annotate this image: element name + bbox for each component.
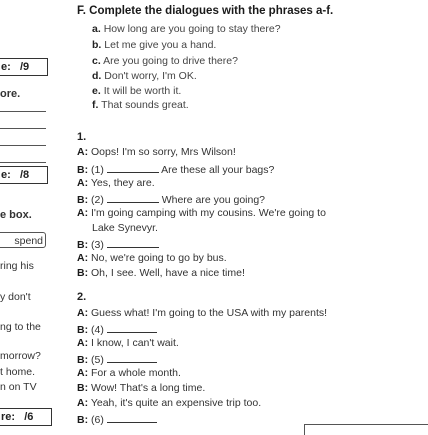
phrase-item	[92, 55, 238, 67]
dialogue-line	[77, 367, 181, 379]
answer-blank[interactable]	[107, 412, 157, 423]
speaker-label: B:	[77, 267, 89, 279]
word-box	[0, 232, 46, 248]
gap-number: (6)	[91, 414, 104, 426]
speaker-label: A:	[77, 367, 89, 379]
gap-number: (1)	[91, 164, 104, 176]
speaker-label: A:	[77, 397, 89, 409]
dialogue-line	[77, 307, 327, 319]
exercise-title: F. Complete the dialogues with the phrases a-f.	[77, 5, 334, 17]
section-heading-fragment-2: e box.	[0, 209, 32, 221]
phrase-text: Don't worry, I'm OK.	[104, 70, 197, 82]
dialogue-line	[77, 382, 205, 394]
section-heading-fragment-1: ore.	[0, 88, 21, 100]
phrase-letter: d.	[92, 70, 102, 82]
phrase-text: That sounds great.	[101, 99, 189, 111]
phrase-text: It will be worth it.	[103, 85, 182, 97]
score-box-2	[0, 166, 48, 184]
line-text: For a whole month.	[91, 367, 181, 379]
text-fragment: y don't	[0, 291, 31, 303]
dialogue-line	[77, 252, 227, 264]
answer-blank[interactable]	[107, 352, 157, 363]
line-text: Oops! I'm so sorry, Mrs Wilson!	[91, 146, 236, 158]
score-box-1	[0, 58, 48, 76]
dialogue-line	[77, 322, 157, 336]
dialogue-line	[77, 162, 274, 176]
speaker-label: A:	[77, 207, 89, 219]
text-fragment: morrow?	[0, 350, 41, 362]
phrase-letter: a.	[92, 23, 101, 35]
score-box-3	[0, 408, 52, 426]
text-fragment: ring his	[0, 260, 34, 272]
answer-line	[0, 128, 46, 129]
line-text: Are these all your bags?	[161, 164, 275, 176]
word-box-text: spend	[14, 235, 43, 247]
speaker-label: A:	[77, 146, 89, 158]
dialogue-line	[77, 237, 159, 251]
text-fragment: ng to the	[0, 321, 41, 333]
phrase-letter: c.	[92, 55, 101, 67]
phrase-item	[92, 70, 197, 82]
answer-blank[interactable]	[107, 162, 159, 173]
line-text: I know, I can't wait.	[91, 337, 179, 349]
line-text: Where are you going?	[161, 194, 266, 206]
phrase-item	[92, 39, 216, 51]
score-text-3: re: /6	[1, 411, 34, 423]
speaker-label: A:	[77, 307, 89, 319]
dialogue-line	[77, 337, 179, 349]
dialogue-line	[77, 192, 265, 206]
phrase-text: Let me give you a hand.	[104, 39, 217, 51]
speaker-label: B:	[77, 324, 89, 336]
speaker-label: A:	[77, 177, 89, 189]
speaker-label: B:	[77, 382, 89, 394]
answer-line	[0, 111, 46, 112]
dialogue-line	[77, 177, 155, 189]
answer-line	[0, 145, 46, 146]
answer-blank[interactable]	[107, 237, 159, 248]
speaker-label: B:	[77, 354, 89, 366]
answer-blank[interactable]	[107, 322, 157, 333]
gap-number: (2)	[91, 194, 104, 206]
dialogue-line	[77, 146, 236, 158]
phrase-item	[92, 99, 189, 111]
text-fragment: n on TV	[0, 381, 37, 393]
phrase-item	[92, 85, 181, 97]
score-text-1: e: /9	[1, 61, 30, 73]
line-text: Oh, I see. Well, have a nice time!	[91, 267, 245, 279]
line-text: Yes, they are.	[90, 177, 155, 189]
line-text: Wow! That's a long time.	[91, 382, 206, 394]
score-text-2: e: /8	[1, 169, 30, 181]
gap-number: (3)	[91, 239, 104, 251]
dialogue-line	[77, 207, 326, 219]
speaker-label: A:	[77, 337, 89, 349]
dialogue-line	[77, 352, 157, 366]
speaker-label: B:	[77, 239, 89, 251]
answer-blank[interactable]	[107, 192, 159, 203]
gap-number: (4)	[91, 324, 104, 336]
dialogue-line-continuation	[92, 222, 158, 234]
text-fragment: t home.	[0, 366, 36, 378]
dialogue-line	[77, 267, 245, 279]
speaker-label: B:	[77, 194, 89, 206]
answer-line	[0, 162, 46, 163]
dialogue-number-2: 2.	[77, 291, 87, 303]
phrase-text: How long are you going to stay there?	[103, 23, 281, 35]
dialogue-number-1: 1.	[77, 131, 87, 143]
speaker-label: B:	[77, 164, 89, 176]
dialogue-line	[77, 412, 157, 426]
dialogue-line	[77, 397, 261, 409]
phrase-item	[92, 23, 281, 35]
line-text: I'm going camping with my cousins. We're going to	[91, 207, 326, 219]
phrase-letter: b.	[92, 39, 102, 51]
phrase-letter: f.	[92, 99, 99, 111]
speaker-label: A:	[77, 252, 89, 264]
line-text: Guess what! I'm going to the USA with my parents!	[91, 307, 328, 319]
phrase-letter: e.	[92, 85, 101, 97]
line-text: No, we're going to go by bus.	[91, 252, 227, 264]
speaker-label: B:	[77, 414, 89, 426]
gap-number: (5)	[91, 354, 104, 366]
line-text: Lake Synevyr.	[92, 222, 158, 234]
line-text: Yeah, it's quite an expensive trip too.	[90, 397, 262, 409]
phrase-text: Are you going to drive there?	[103, 55, 238, 67]
